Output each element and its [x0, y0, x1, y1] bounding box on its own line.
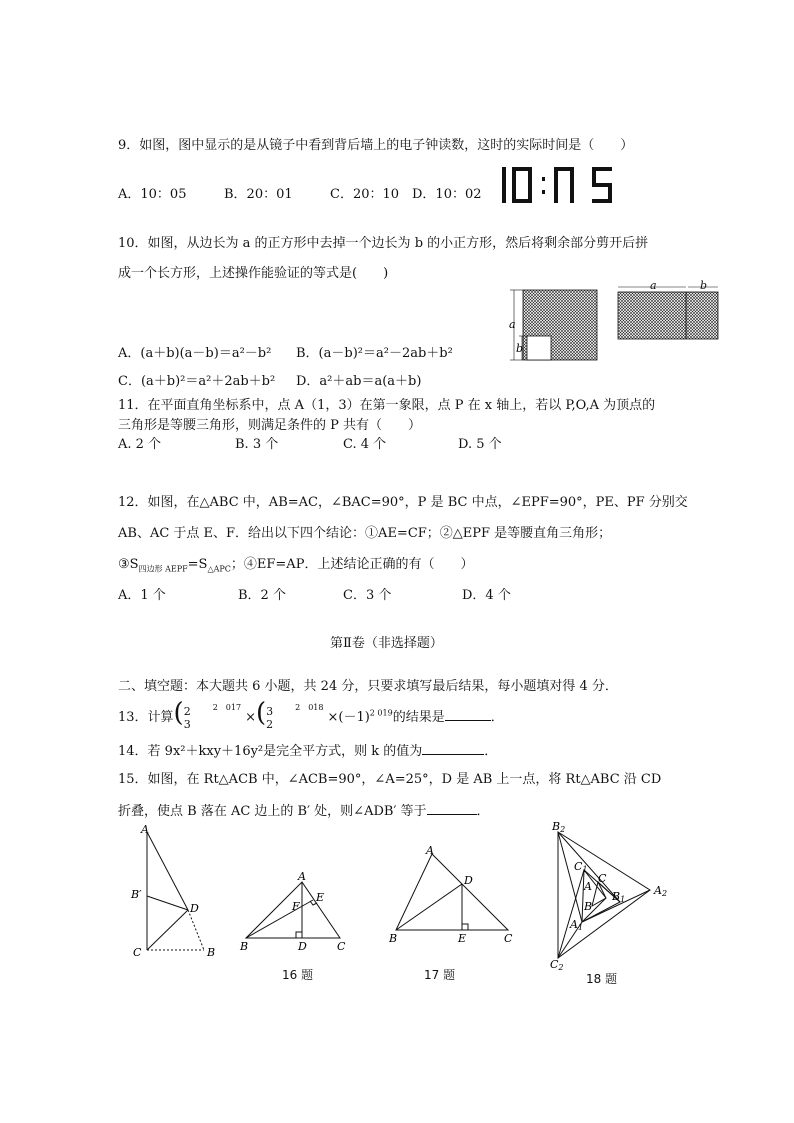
q13-fraction-2 [266, 705, 273, 731]
q11-option-a: A. 2 个 [118, 437, 162, 452]
figure-16 [234, 866, 354, 956]
fig17-label-e: E [458, 932, 467, 945]
q15-stem-text: 折叠，使点 B 落在 AC 边上的 B′ 处，则∠ADB′ 等于 [118, 804, 427, 819]
q12-stem-line2: AB、AC 于点 E、F．给出以下四个结论：①AE=CF；②△EPF 是等腰直角三角形； [118, 526, 612, 541]
fig18-sub-a2: 2 [661, 889, 668, 898]
q12-option-b: B．2 个 [238, 588, 286, 603]
q9-option-d: D．10：02 [412, 187, 482, 202]
q11-option-d: D. 5 个 [458, 437, 502, 452]
q13-prefix: 13．计算 [118, 710, 174, 725]
q13-frac2-num: 3 [266, 704, 274, 718]
fig18-label-a1: A1 [570, 918, 584, 932]
fig-label-a: a [509, 318, 516, 331]
q11-stem-line2: 三角形是等腰三角形，则满足条件的 P 共有（ ） [118, 418, 422, 433]
fig2-label-b: b [700, 279, 708, 292]
q9-option-b: B．20：01 [224, 187, 293, 202]
fig15-label-d: D [190, 902, 199, 915]
q12-sub-quad: 四边形 AEPF [138, 564, 188, 574]
rectangle-figure [616, 280, 720, 342]
q13-tail: ×(－1) [327, 710, 370, 725]
q13-line [118, 700, 504, 731]
q12-stem-tail: ；④EF=AP．上述结论正确的有（ ） [230, 557, 474, 572]
fig17-label-c: C [504, 932, 513, 945]
fig18-sub-b1: 1 [620, 895, 626, 904]
q10-option-d: D．a²＋ab＝a(a＋b) [296, 374, 422, 389]
fig18-label-c2: C2 [550, 958, 564, 972]
fig17-label-d: D [464, 874, 473, 887]
q12-sub-tri: △APC [207, 564, 231, 574]
fig16-label-e: E [316, 891, 325, 904]
q13-suffix: 的结果是 [392, 710, 445, 725]
q13-frac2-den: 2 [266, 717, 274, 731]
fig17-label-b: B [389, 932, 398, 945]
q12-stem-line3 [118, 553, 473, 575]
fig16-label-f: F [292, 900, 300, 913]
q14-text: 14．若 9x²＋kxy＋16y²是完全平方式，则 k 的值为 [118, 744, 423, 759]
fig15-label-a: A [141, 823, 149, 836]
fig18-sub-c2: 2 [558, 963, 564, 972]
fig18-sub-b2: 2 [560, 825, 566, 834]
q10-stem-line1: 10．如图，从边长为 a 的正方形中去掉一个边长为 b 的小正方形，然后将剩余部分剪开后拼 [118, 236, 649, 251]
q13-paren-open-1: ( [173, 698, 184, 728]
q14-answer-blank[interactable] [422, 742, 484, 755]
figure-17 [384, 842, 524, 948]
fig16-label-d: D [298, 940, 307, 953]
q15-stem-line1: 15．如图，在 Rt△ACB 中，∠ACB=90°，∠A=25°，D 是 AB 上一点，将 Rt△ABC 沿 CD [118, 772, 662, 787]
q9-option-c: C．20：10 [330, 187, 400, 202]
q14-line [118, 740, 497, 759]
fig18-label-b2: B2 [552, 820, 566, 834]
q13-answer-blank[interactable] [445, 708, 491, 721]
fig18-sub-c1: 1 [582, 865, 588, 874]
q10-option-c: C．(a＋b)²＝a²＋2ab＋b² [118, 374, 276, 389]
q13-paren-open-2: ( [255, 698, 267, 728]
figure-15 [128, 824, 228, 964]
q12-option-d: D．4 个 [462, 588, 511, 603]
q13-fraction-1 [184, 705, 191, 731]
q14-end: ． [484, 744, 498, 759]
fig16-label-b: B [240, 940, 249, 953]
fig18-caption: 18 题 [586, 972, 618, 986]
fig16-label-c: C [337, 940, 346, 953]
fig15-label-b: B [207, 946, 216, 959]
fig17-label-a: A [426, 844, 434, 857]
q13-times: × [245, 710, 256, 725]
q13-exp3: 2 019 [369, 708, 393, 718]
q13-exp2: 2 018 [295, 702, 324, 712]
fig15-label-bprime: B′ [131, 888, 142, 901]
q9-option-a: A．10：05 [118, 187, 187, 202]
q11-stem-line1: 11．在平面直角坐标系中，点 A（1，3）在第一象限，点 P 在 x 轴上，若以 P,O,A 为顶点的 [118, 398, 656, 413]
figure-18 [546, 818, 676, 972]
fig18-label-a: A [584, 880, 592, 893]
part2-title: 第Ⅱ卷（非选择题） [330, 636, 443, 651]
q10-option-b: B．(a－b)²＝a²－2ab＋b² [296, 346, 453, 361]
fig18-label-a2: A2 [654, 884, 668, 898]
q12-s-label: ③S [118, 557, 139, 572]
fig15-label-c: C [133, 946, 142, 959]
fig17-caption: 17 题 [424, 968, 456, 982]
mirror-clock-figure [498, 166, 618, 206]
q13-frac1-den: 3 [183, 717, 191, 731]
q15-stem-line2 [118, 800, 490, 819]
fig18-label-c: C [598, 872, 607, 885]
q15-answer-blank[interactable] [427, 802, 477, 815]
q12-s-label2: =S [187, 557, 208, 572]
q11-option-c: C. 4 个 [343, 437, 387, 452]
q12-option-a: A．1 个 [118, 588, 166, 603]
q11-option-b: B. 3 个 [235, 437, 279, 452]
square-figure [505, 286, 605, 366]
fig-label-b: b [516, 342, 524, 355]
fig18-label-c1: C1 [574, 860, 588, 874]
q12-stem-line1: 12．如图，在△ABC 中，AB=AC，∠BAC=90°，P 是 BC 中点，∠EPF=90°，PE、PF 分别交 [118, 495, 688, 510]
q10-stem-line2: 成一个长方形，上述操作能验证的等式是( ) [118, 266, 389, 281]
q13-end: ． [490, 710, 504, 725]
fig16-label-a: A [298, 870, 306, 883]
fig18-label-b: B [584, 900, 593, 913]
q13-exp1: 2 017 [212, 702, 242, 712]
fig16-caption: 16 题 [282, 968, 314, 982]
q12-option-c: C．3 个 [343, 588, 392, 603]
q9-stem: 9．如图，图中显示的是从镜子中看到背后墙上的电子钟读数，这时的实际时间是（ ） [118, 138, 634, 153]
q13-frac1-num: 2 [183, 704, 191, 718]
q15-end: ． [476, 804, 490, 819]
section2-heading: 二、填空题：本大题共 6 小题，共 24 分，只要求填写最后结果，每小题填对得 4 分． [118, 679, 618, 694]
fig18-sub-a1: 1 [577, 923, 584, 932]
fig2-label-a: a [650, 279, 657, 292]
fig18-label-b1: B1 [612, 890, 626, 904]
q10-option-a: A．(a＋b)(a－b)＝a²－b² [118, 346, 272, 361]
